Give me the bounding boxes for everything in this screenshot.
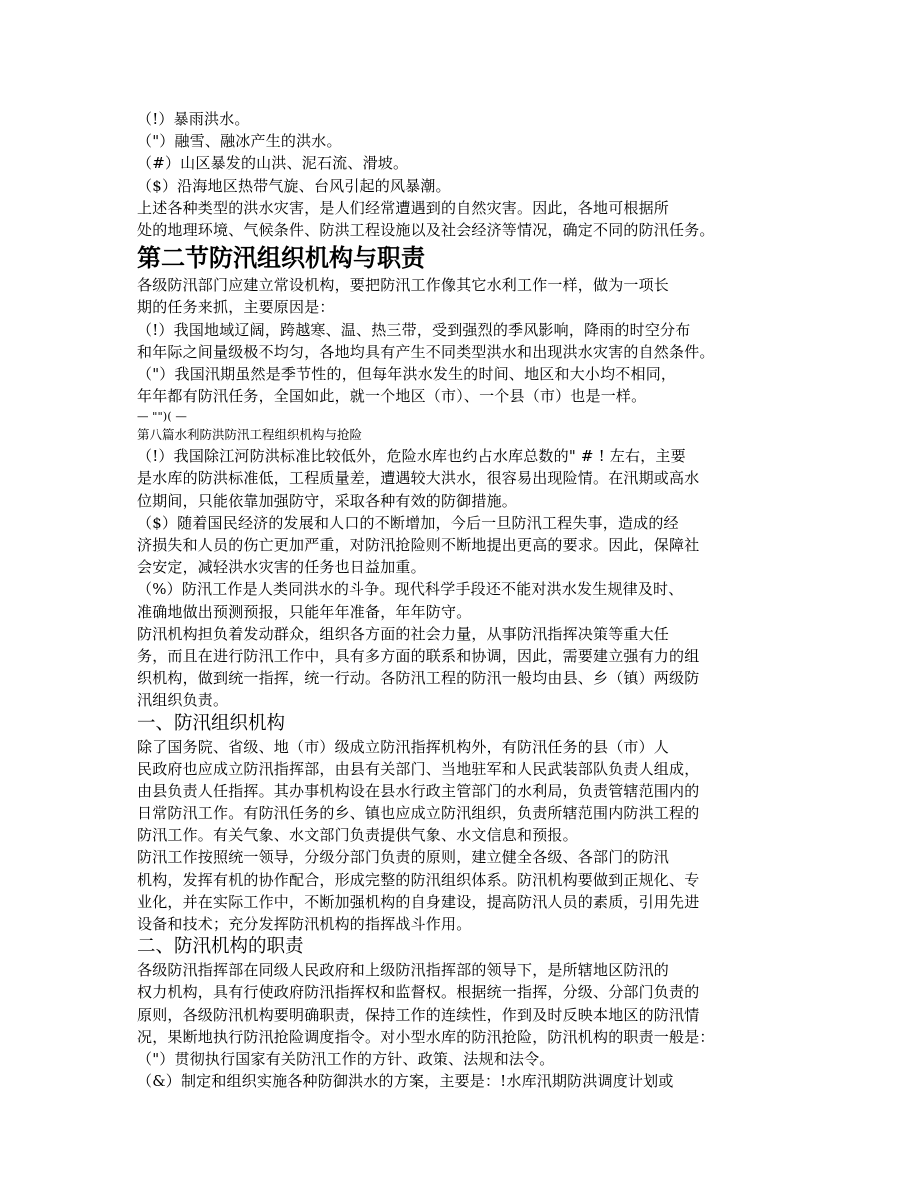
text-line: 设备和技术；充分发挥防汛机构的指挥战斗作用。: [137, 915, 472, 933]
subsection-heading: 二、防汛机构的职责: [137, 936, 304, 958]
text-line: 会安定，减轻洪水灾害的任务也日益加重。: [137, 558, 426, 577]
text-line: 防汛机构担负着发动群众，组织各方面的社会力量，从事防汛指挥决策等重大任: [137, 624, 670, 643]
text-line: 防汛工作按照统一领导，分级分部门负责的原则，建立健全各级、各部门的防汛: [137, 848, 670, 867]
text-line: 除了国务院、省级、地（市）级成立防汛指挥机构外，有防汛任务的县（市）人: [137, 737, 670, 756]
text-line: 各级防汛部门应建立常设机构，要把防汛工作像其它水利工作一样，做为一项长: [137, 276, 670, 295]
text-line: 况，果断地执行防汛抢险调度指令。对小型水库的防汛抢险，防汛机构的职责一般是：: [137, 1027, 715, 1046]
text-line: 防汛工作。有关气象、水文部门负责提供气象、水文信息和预报。: [137, 826, 578, 845]
text-line: 汛组织负责。: [137, 691, 229, 710]
text-line: 期的任务来抓，主要原因是：: [137, 298, 335, 317]
text-line: 业化，并在实际工作中，不断加强机构的自身建设，提高防汛人员的素质，引用先进: [137, 892, 700, 911]
running-header: 第八篇水利防洪防汛工程组织机构与抢险: [137, 427, 363, 443]
text-line: 机构，发挥有机的协作配合，形成完整的防汛组织体系。防汛机构要做到正规化、专: [137, 870, 700, 889]
text-line: 上述各种类型的洪水灾害，是人们经常遭遇到的自然灾害。因此，各地可根据所: [137, 198, 670, 217]
text-line: 日常防汛工作。有防汛任务的乡、镇也应成立防汛组织，负责所辖范围内防洪工程的: [137, 804, 700, 823]
text-line: （#）山区暴发的山洪、泥石流、滑坡。: [137, 154, 409, 173]
text-line: 是水库的防洪标准低，工程质量差，遭遇较大洪水，很容易出现险情。在汛期或高水: [137, 469, 700, 488]
section-heading: 第二节防汛组织机构与职责: [137, 244, 425, 273]
text-line: 济损失和人员的伤亡更加严重，对防汛抢险则不断地提出更高的要求。因此，保障社: [137, 536, 700, 554]
text-line: 务，而且在进行防汛工作中，具有多方面的联系和协调，因此，需要建立强有力的组: [137, 646, 700, 665]
text-line: （&）制定和组织实施各种防御洪水的方案，主要是：!水库汛期防洪调度计划或: [137, 1072, 674, 1091]
page-number: — "")( —: [137, 409, 187, 424]
text-line: （"）我国汛期虽然是季节性的，但每年洪水发生的时间、地区和大小均不相同，: [137, 364, 677, 383]
document-page: [137, 108, 777, 1092]
subsection-heading: 一、防汛组织机构: [137, 712, 286, 734]
text-line: 位期间，只能依靠加强防守，采取各种有效的防御措施。: [137, 491, 518, 510]
text-line: 各级防汛指挥部在同级人民政府和上级防汛指挥部的领导下，是所辖地区防汛的: [137, 961, 670, 980]
text-line: 和年际之间量级极不均匀，各地均具有产生不同类型洪水和出现洪水灾害的自然条件。: [137, 342, 715, 361]
text-line: （!）我国地域辽阔，跨越寒、温、热三带，受到强烈的季风影响，降雨的时空分布: [137, 320, 691, 339]
text-line: 民政府也应成立防汛指挥部，由县有关部门、当地驻军和人民武装部队负责人组成，: [137, 759, 700, 778]
text-line: 年年都有防汛任务，全国如此，就一个地区（市）、一个县（市）也是一样。: [137, 387, 647, 406]
text-line: 原则，各级防汛机构要明确职责，保持工作的连续性，作到及时反映本地区的防汛情: [137, 1005, 700, 1024]
text-line: （"）融雪、融冰产生的洪水。: [137, 132, 342, 151]
text-line: （%）防汛工作是人类同洪水的斗争。现代科学手段还不能对洪水发生规律及时、: [137, 580, 684, 599]
text-line: 权力机构，具有行使政府防汛指挥权和监督权。根据统一指挥，分级、分部门负责的: [137, 983, 700, 1002]
text-line: 处的地理环境、气候条件、防洪工程设施以及社会经济等情况，确定不同的防汛任务。: [137, 220, 715, 239]
text-line: （"）贯彻执行国家有关防汛工作的方针、政策、法规和法令。: [137, 1049, 555, 1068]
text-line: （!）暴雨洪水。: [137, 110, 250, 128]
text-line: 织机构，做到统一指挥，统一行动。各防汛工程的防汛一般均由县、乡（镇）两级防: [137, 669, 700, 688]
text-line: 由县负责人任指挥。其办事机构设在县水行政主管部门的水利局，负责管辖范围内的: [137, 781, 700, 800]
text-line: 准确地做出预测预报，只能年年准备，年年防守。: [137, 602, 472, 621]
text-line: （$）沿海地区热带气旋、台风引起的风暴潮。: [137, 176, 451, 195]
text-line: （$）随着国民经济的发展和人口的不断增加，今后一旦防汛工程失事，造成的经: [137, 513, 679, 532]
text-line: （!）我国除江河防洪标准比较低外，危险水库也约占水库总数的" # ! 左右，主要: [137, 447, 686, 466]
